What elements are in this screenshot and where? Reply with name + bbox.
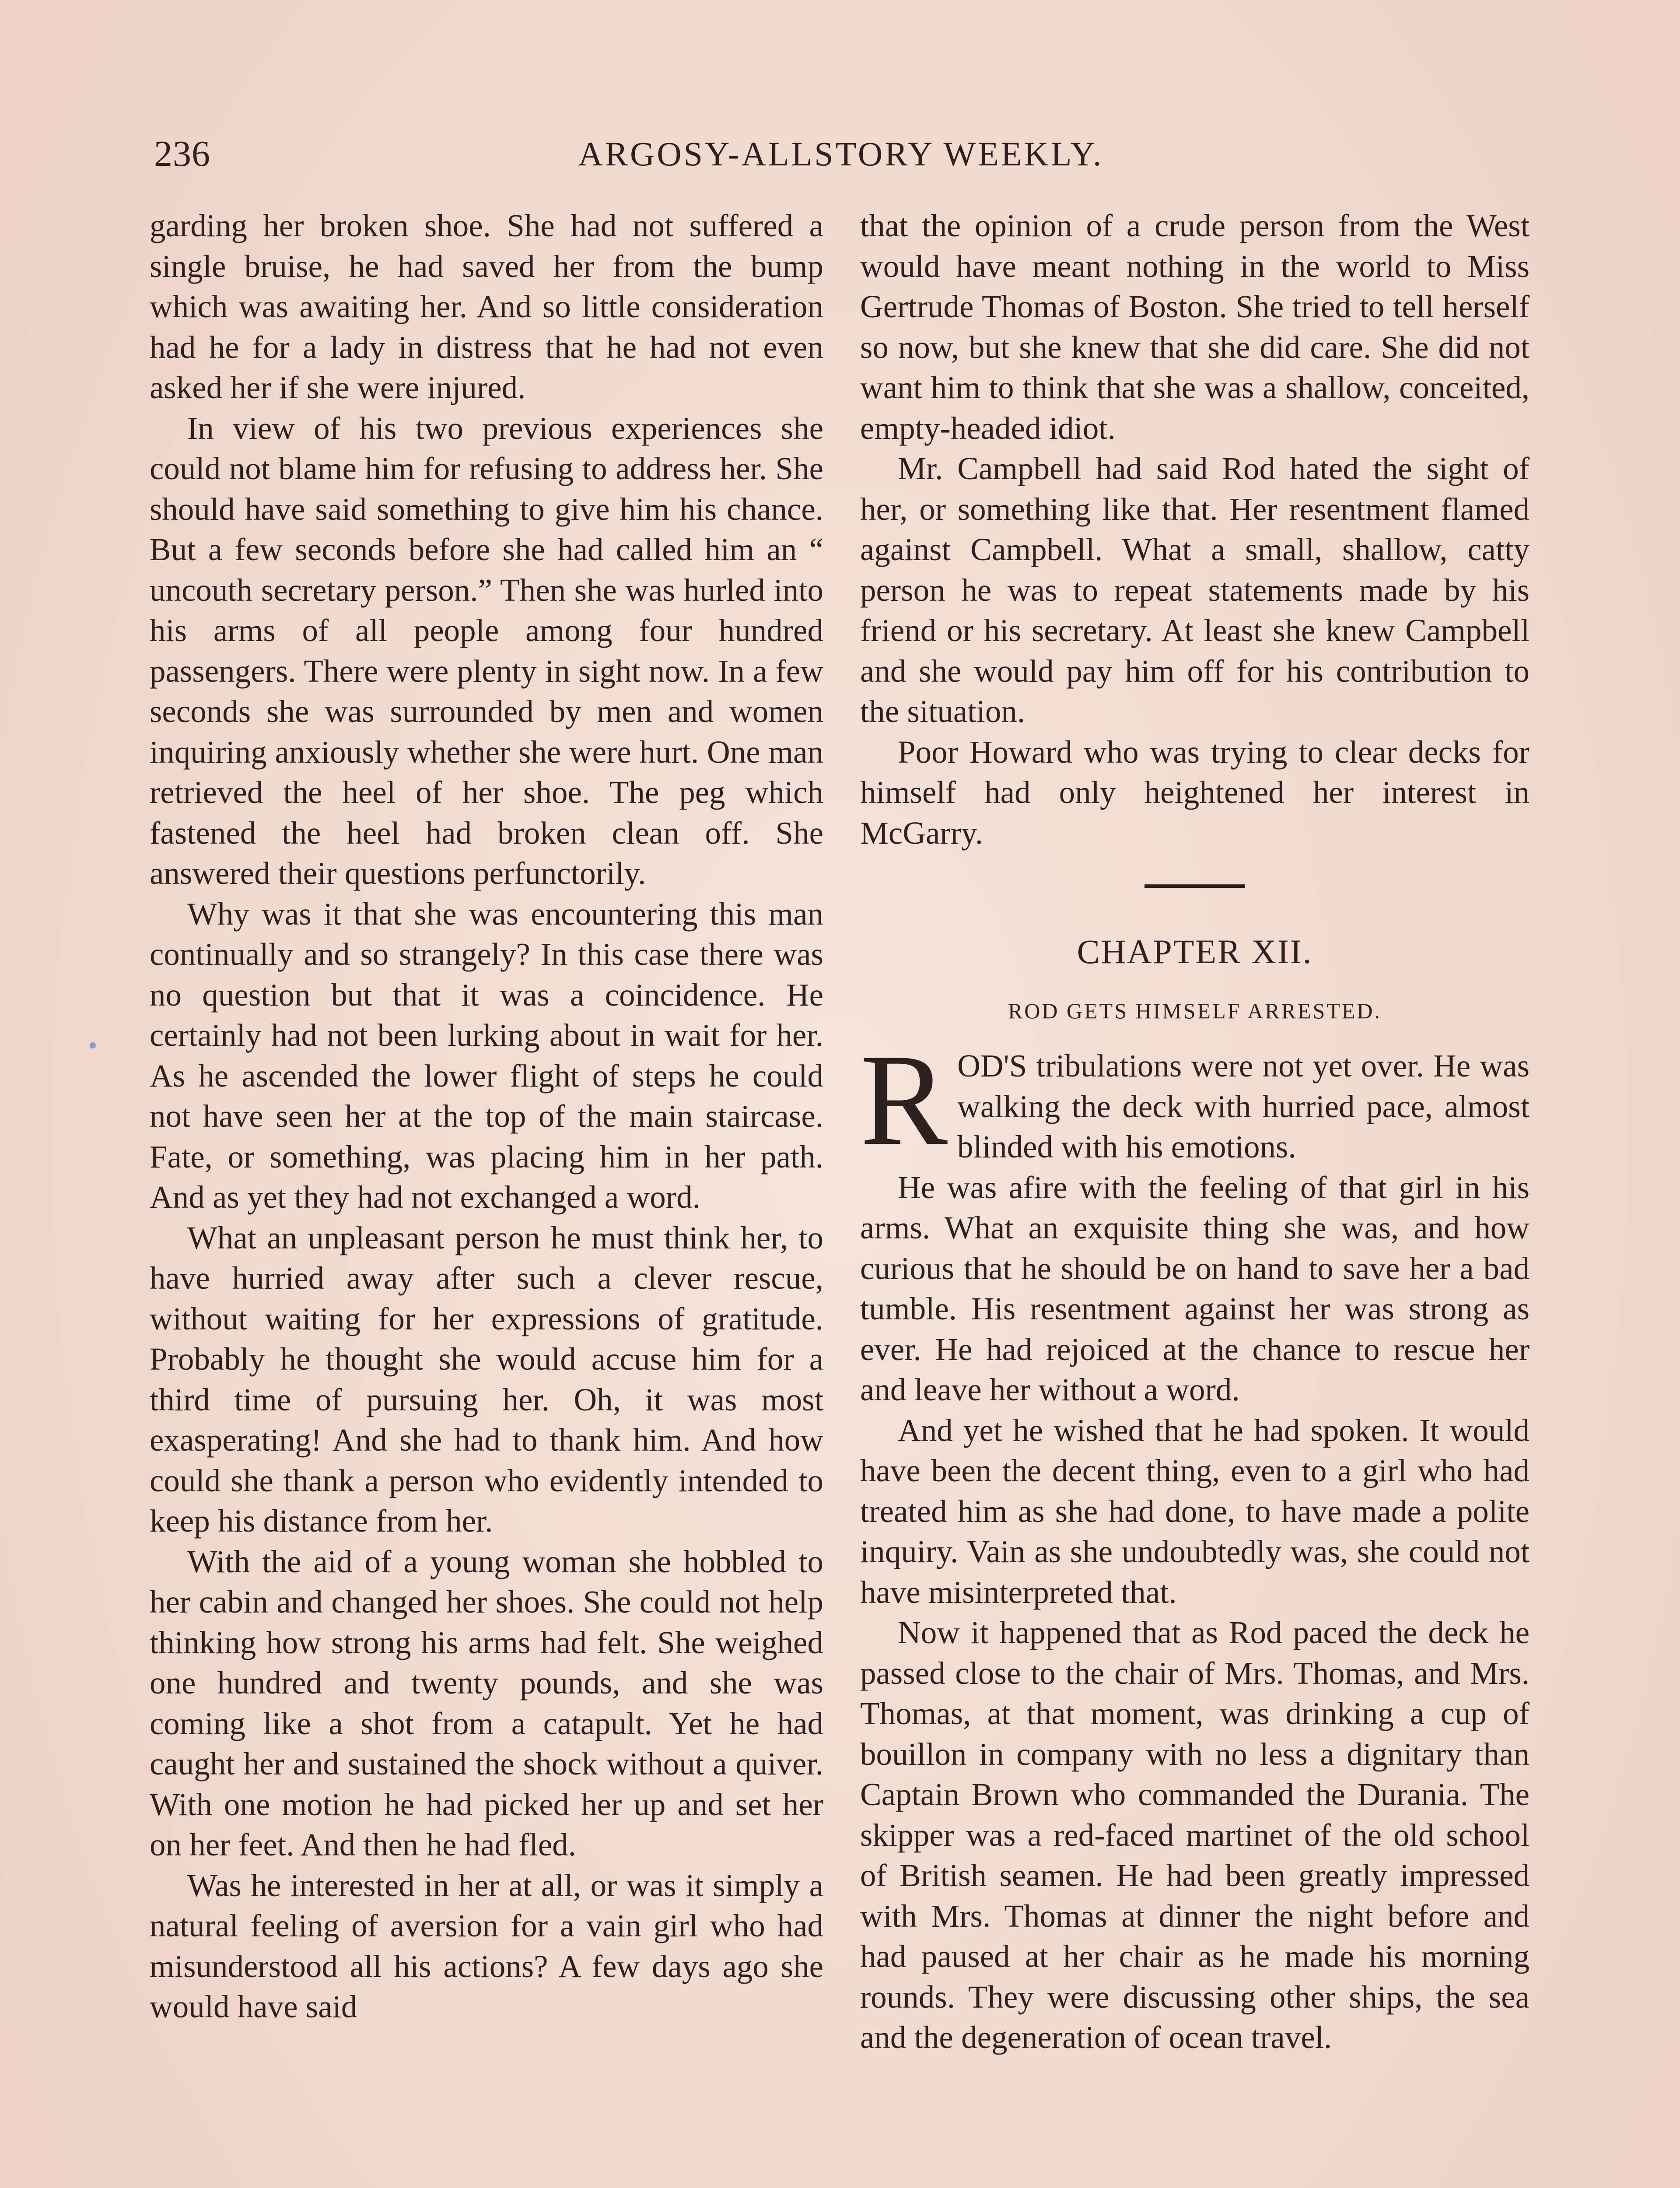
page-number: 236 [154,133,210,174]
paragraph: What an unpleasant person he must think her, to have hurried away after such a clever rescue, without waiting for her expressions of gratitude. Probably he thought she would accuse him for a third time of pursuing her. Oh, it was most exasperating! And she had to thank him. And how could she thank a person who evidently intended to keep his distance from her. [150,1220,823,1539]
left-column [150,206,823,2188]
paragraph: With the aid of a young woman she hobbled to her cabin and changed her shoes. She could not help thinking how strong his arms had felt. She weighed one hundred and twenty pounds, and she was coming like a shot from a catapult. Yet he had caught her and sustained the shock without a quiver. With one motion he had picked her up and set her on her feet. And then he had fled. [150,1543,823,1862]
paragraph: Now it happened that as Rod paced the deck he passed close to the chair of Mrs. Thomas, and Mrs. Thomas, at that moment, was drinking a cup of bouillon in company with no less a dignitary than Captain Brown who commanded the Durania. The skipper was a red-faced martinet of the old school of British seamen. He had been greatly impressed with Mrs. Thomas at dinner the night before and had paused at her chair as he made his morning rounds. They were discussing other ships, the sea and the degeneration of ocean travel. [860,1615,1530,2055]
drop-cap: R [860,1027,948,1172]
page-header [154,128,1528,180]
paragraph: Mr. Campbell had said Rod hated the sight of her, or something like that. Her resentment flamed against Campbell. What a small, shallow, catty person he was to repeat statements made by his friend or his secretary. At least she knew Campbell and she would pay him off for his contribution to the situation. [860,451,1530,729]
divider-rule [1144,884,1245,888]
chapter-opening-paragraph [860,1027,1530,1172]
paragraph: Why was it that she was encountering this man continually and so strangely? In this case there was no question but that it was a coincidence. He certainly had not been lurking about in wait for her. As he ascended the lower flight of steps he could not have seen her at the top of the main staircase. Fate, or something, was placing him in her path. And as yet they had not exchanged a word. [150,896,823,1215]
paragraph: Poor Howard who was trying to clear decks for himself had only heightened her interest in McGarry. [860,734,1530,851]
paragraph: garding her broken shoe. She had not suffered a single bruise, he had saved her from the bump which was awaiting her. And so little consideration had he for a lady in distress that he had not even asked her if she were injured. [150,208,823,405]
paragraph: that the opinion of a crude person from the West would have meant nothing in the world to Miss Gertrude Thomas of Boston. She tried to tell herself so now, but she knew that she did care. She did not want him to think that she was a shallow, conceited, empty-headed idiot. [860,208,1530,446]
chapter-subtitle: ROD GETS HIMSELF ARRESTED. [1008,999,1382,1023]
margin-ink-dot [90,1042,96,1048]
chapter-heading: CHAPTER XII. [1077,933,1313,971]
paragraph: He was afire with the feeling of that girl in his arms. What an exquisite thing she was, and how curious that he should be on hand to save her a bad tumble. His resentment against her was strong as ever. He had rejoiced at the chance to rescue her and leave her without a word. [860,1169,1530,1407]
opening-text: OD'S tribulations were not yet over. He was walking the deck with hurried pace, almost blinded with his emotions. [957,1048,1530,1164]
paragraph: Was he interested in her at all, or was it simply a natural feeling of aversion for a vain girl who had misunderstood all his actions? A few days ago she would have said [150,1867,823,2024]
paragraph: And yet he wished that he had spoken. It would have been the decent thing, even to a girl who had treated him as she had done, to have made a polite inquiry. Vain as she undoubtedly was, she could not have misinterpreted that. [860,1412,1530,1610]
paragraph: In view of his two previous experiences she could not blame him for refusing to address her. She should have said something to give him his chance. But a few seconds before she had called him an “ uncouth secretary person.” Then she was hurled into his arms of all people among four hundred passengers. There were plenty in sight now. In a few seconds she was surrounded by men and women inquiring anxiously whether she were hurt. One man retrieved the heel of her shoe. The peg which fastened the heel had broken clean off. She answered their questions perfunctorily. [150,410,823,891]
running-title: ARGOSY-ALLSTORY WEEKLY. [578,135,1104,173]
section-divider [860,853,1530,919]
right-column [860,206,1530,2188]
